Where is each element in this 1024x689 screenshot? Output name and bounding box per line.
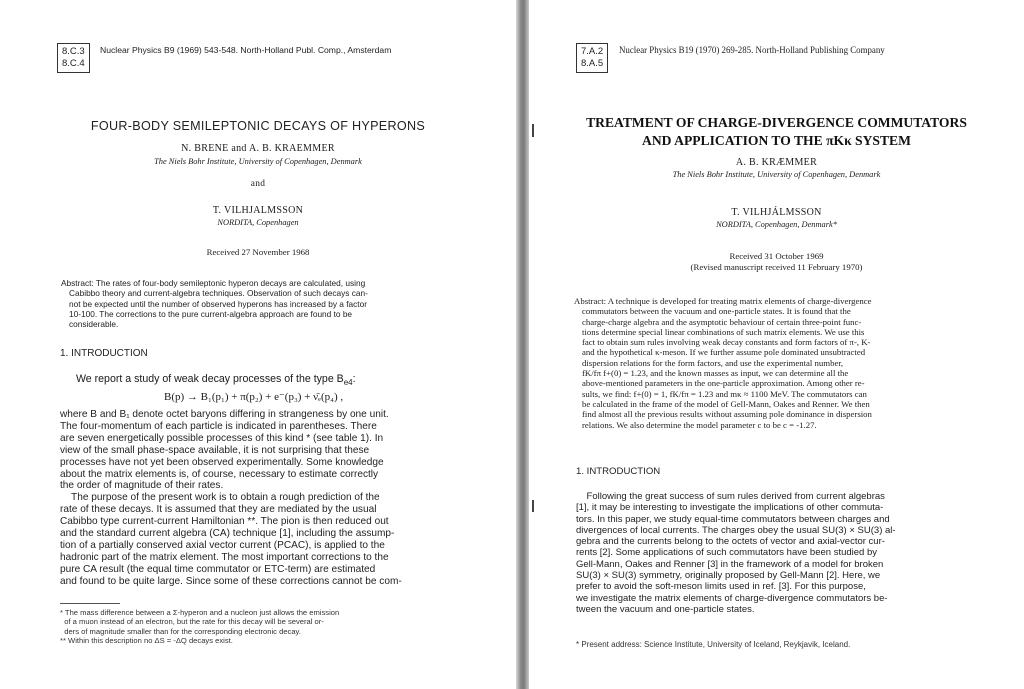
classification-code: 8.A.5	[581, 58, 604, 69]
abstract-line: Cabibbo theory and current-algebra techniques. Observation of such decays can-	[69, 288, 368, 299]
body-line: the order of magnitude of their rates.	[60, 480, 224, 492]
abstract-line: fK/fπ f+(0) = 1.23, and the known masses as input, we can determine all the	[582, 368, 849, 379]
intro-sentence	[76, 373, 356, 387]
margin-mark	[532, 500, 534, 512]
intro-text: We report a study of weak decay processes of the type B	[76, 373, 344, 385]
classification-code: 7.A.2	[581, 46, 604, 57]
authors: N. BRENE and A. B. KRAEMMER	[181, 143, 335, 154]
body-line: The four-momentum of each particle is indicated in parentheses. There	[60, 420, 377, 432]
abstract-line: be calculated in the frame of the model of Gell-Mann, Oakes and Renner. We then	[582, 398, 870, 409]
body-line: Gell-Mann, Oakes and Renner [3] in the framework of a model for broken	[576, 558, 884, 570]
book-gutter	[516, 0, 529, 689]
abstract-line: fact to obtain sum rules involving weak decay constants and form factors of π-, K-	[582, 337, 871, 348]
section-heading: 1. INTRODUCTION	[60, 348, 148, 359]
body-line: Following the great success of sum rules derived from current algebras	[576, 491, 885, 502]
body-line: tween the vacuum and one-particle states.	[576, 603, 755, 615]
journal-citation: Nuclear Physics B19 (1970) 269-285. North-Holland Publishing Company	[619, 45, 885, 55]
abstract-line: relations. We also determine the model parameter c to be c = -1.27.	[582, 419, 817, 430]
journal-citation: Nuclear Physics B9 (1969) 543-548. North-Holland Publ. Comp., Amsterdam	[100, 45, 392, 55]
footnote-line: ** Within this description no ΔS = -ΔQ decays exist.	[60, 636, 233, 646]
footnotes	[60, 608, 339, 646]
equation: B(p) → B₁(p₁) + π(p₂) + e⁻(p₃) + ν̄ₑ(p₄) ,	[164, 391, 344, 403]
abstract	[61, 278, 368, 329]
body-line: [1], it may be interesting to investigate the implications of other commuta-	[576, 502, 884, 514]
abstract-line: and the hypothetical κ-meson. If we further assume pole dominated unsubtracted	[582, 347, 866, 358]
paper-title: FOUR-BODY SEMILEPTONIC DECAYS OF HYPERONS	[90, 119, 426, 133]
classification-code: 8.C.3	[62, 46, 85, 57]
intro-colon: :	[352, 373, 356, 385]
body-line: gebra and the currents belong to the octets of vector and axial-vector cur-	[576, 536, 885, 548]
abstract-line: above-mentioned parameters in the one-particle approximation. Among other re-	[582, 378, 865, 389]
body-line: tors. In this paper, we study equal-time commutators between charges and	[576, 513, 890, 525]
abstract-line: dispersion relations for the form factors, and use the experimental number,	[582, 357, 844, 368]
affiliation-2: NORDITA, Copenhagen	[217, 218, 299, 227]
author-1: A. B. KRÆMMER	[735, 157, 818, 168]
abstract-line: not be expected until the number of observed hyperons has increased by a factor	[69, 298, 367, 309]
body-line: hadronic part of the matrix element. The most important corrections to the	[60, 551, 389, 563]
body-line: SU(3) × SU(3) symmetry, originally proposed by Gell-Mann [2]. Here, we	[576, 570, 881, 582]
body-line: The purpose of the present work is to obtain a rough prediction of the	[60, 492, 380, 504]
body-line: processes have not yet been observed experimentally. Some knowledge	[60, 456, 384, 468]
and-separator: and	[250, 179, 266, 189]
footnote-line: ders of magnitude smaller than for the corresponding electronic decay.	[60, 626, 301, 636]
body-line: are seven energetically possible processes of this kind * (see table 1). In	[60, 432, 384, 444]
revised-date: (Revised manuscript received 11 February 1970)	[690, 262, 863, 272]
abstract-line: find almost all the previous results without assuming pole dominance in dispersion	[582, 409, 872, 420]
footnote-rule	[60, 603, 120, 604]
affiliation-2: NORDITA, Copenhagen, Denmark*	[716, 220, 837, 229]
body-line: we investigate the matrix elements of charge-divergence commutators be-	[576, 592, 888, 604]
footnote-line: * The mass difference between a Σ-hyperon and a nucleon just allows the emission	[60, 608, 340, 617]
received-date: Received 31 October 1969	[729, 251, 824, 261]
paper-title-line-1: TREATMENT OF CHARGE-DIVERGENCE COMMUTATORS	[586, 115, 967, 130]
abstract-line: charge-charge algebra and the asymptotic behaviour of certain three-point func-	[582, 316, 862, 327]
section-heading: 1. INTRODUCTION	[576, 466, 661, 477]
body-line: view of the small phase-space available, it is not surprising that these	[60, 444, 370, 456]
body-line: prefer to avoid the soft-meson limits used in ref. [3]. For this purpose,	[576, 581, 866, 593]
body-line: tion of a partially conserved axial vector current (PCAC), is applied to the	[60, 539, 385, 551]
body-text	[60, 409, 402, 588]
footnote-line: of a muon instead of an electron, but the rate for this decay will be several or-	[60, 617, 324, 627]
paper-title-line-2: AND APPLICATION TO THE πKκ SYSTEM	[642, 133, 911, 148]
abstract-line: tions determine special linear combinations of such matrix elements. We use this	[582, 326, 865, 337]
abstract-line: commutators between the vacuum and one-particle states. It is found that the	[582, 306, 851, 317]
classification-code-box	[576, 43, 608, 73]
author-2: T. VILHJÁLMSSON	[731, 207, 822, 218]
body-text	[576, 491, 896, 615]
abstract-line: Abstract: A technique is developed for treating matrix elements of charge-divergence	[574, 296, 872, 306]
affiliation-1: The Niels Bohr Institute, University of Copenhagen, Denmark	[672, 170, 881, 179]
classification-code: 8.C.4	[62, 58, 85, 69]
body-line: pure CA result (the equal time commutator or ETC-term) are estimated	[60, 563, 376, 575]
body-line: rate of these decays. It is assumed that they are mediated by the usual	[60, 504, 377, 516]
right-page	[529, 0, 1024, 689]
intro-subscript: e4	[343, 378, 353, 388]
author-2: T. VILHJALMSSON	[212, 205, 304, 216]
abstract-line: considerable.	[69, 319, 119, 330]
abstract-line: 10-100. The corrections to the pure current-algebra approach are found to be	[69, 308, 353, 319]
body-line: and the standard current algebra (CA) technique [1], including the assump-	[60, 528, 395, 540]
abstract-line: Abstract: The rates of four-body semileptonic hyperon decays are calculated, using	[61, 278, 366, 288]
body-line: Cabibbo type current-current Hamiltonian **. The pion is then reduced out	[60, 516, 389, 528]
body-line: divergences of local currents. The charges obey the usual SU(3) × SU(3) al-	[576, 524, 896, 536]
received-date: Received 27 November 1968	[206, 247, 310, 257]
classification-code-box	[57, 43, 90, 73]
abstract-line: sults, we find: f+(0) = 1, fK/fπ = 1.23 and mκ ≈ 1100 MeV. The commutators can	[582, 388, 867, 399]
body-line: about the matrix elements is, of course, necessary to estimate correctly	[60, 468, 379, 480]
affiliation: The Niels Bohr Institute, University of Copenhagen, Denmark	[154, 157, 362, 166]
abstract	[574, 296, 872, 430]
body-line: rents [2]. Some applications of such commutators have been studied by	[576, 547, 877, 559]
body-line: and found to be quite large. Since some of these corrections cannot be com-	[60, 575, 402, 587]
body-line: where B and B₁ denote octet baryons differing in strangeness by one unit.	[60, 409, 389, 420]
footnote: * Present address: Science Institute, University of Iceland, Reykjavik, Iceland.	[576, 640, 851, 649]
